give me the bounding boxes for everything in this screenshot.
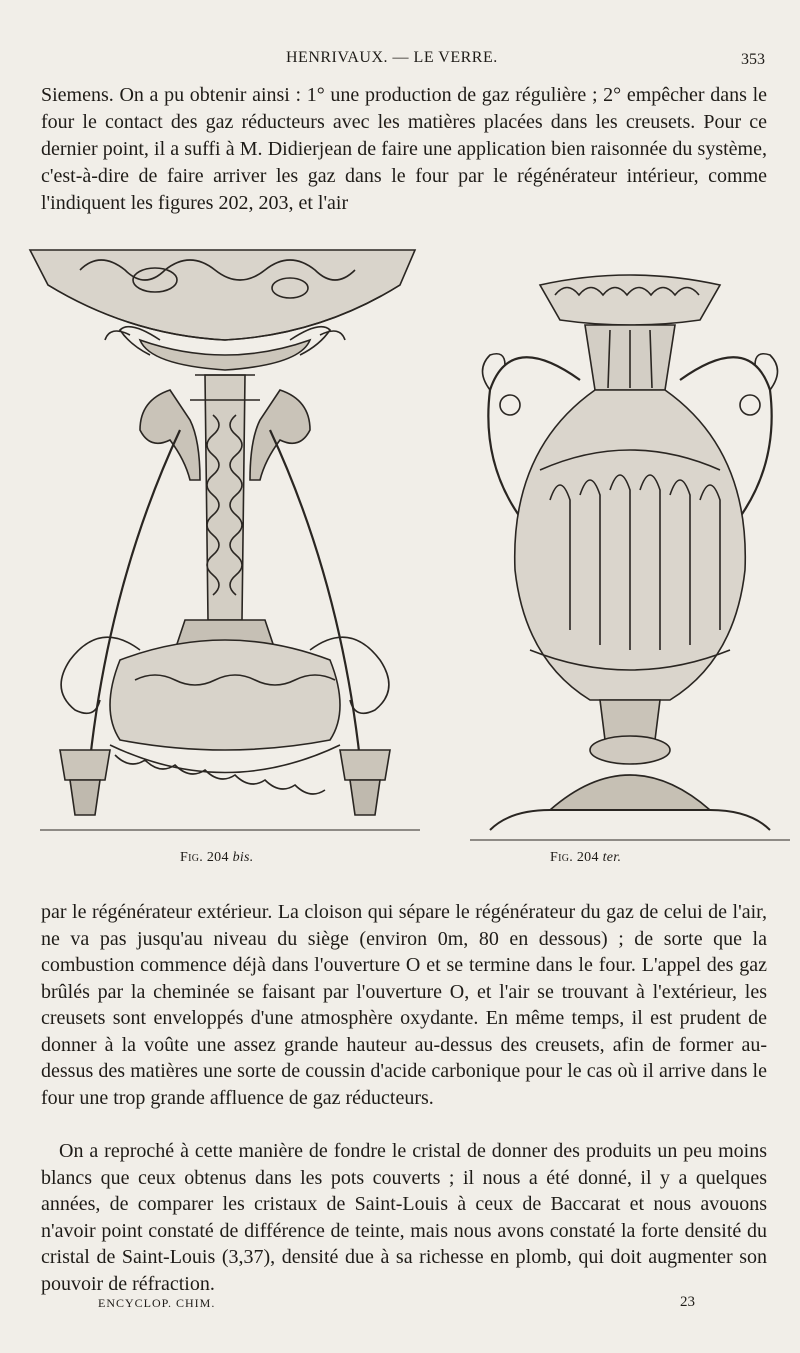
- page-header: [0, 49, 800, 73]
- caption-label: Fig. 204: [180, 850, 229, 865]
- paragraph-middle: par le régénérateur extérieur. La cloison qui sépare le régénérateur du gaz de celui de l'air, ne va pas jusqu'au niveau du siège (environ 0m, 80 en dessous) ; de sorte que la combustion commence déjà dans l'ouverture O et se termine dans le four. L'appel des gaz brûlés par la cheminée se faisant par l'ouverture O, et l'air se trouvant à l'extérieur, les creusets sont enveloppés d'une atmosphère oxydante. En même temps, il est prudent de donner à la voûte une assez grande hauteur au-dessus des creusets, afin de former au-dessus des matières une sorte de coussin d'acide carbonique pour le cas où il arrive dans le four une trop grande affluence de gaz réducteurs.: [41, 901, 767, 1109]
- figure-204-ter-illustration: [470, 270, 790, 845]
- figure-area: [20, 240, 790, 880]
- signature-number: 23: [680, 1294, 695, 1310]
- paragraph-last: On a reproché à cette manière de fondre le cristal de donner des produits un peu moins blancs que ceux obtenus dans les pots couverts ; il nous a été donné, il y a quelques années, de comparer les cristaux de Saint-Louis à ceux de Baccarat et nous avouons n'avoir point constaté de différence de teinte, mais nous avons constaté la forte densité du cristal de Saint-Louis (3,37), densité due à sa richesse en plomb, qui doit augmenter son pouvoir de réfraction.: [41, 1140, 767, 1295]
- page-number: 353: [741, 51, 765, 68]
- caption-label: Fig. 204: [550, 850, 599, 865]
- page-footer: [0, 1296, 800, 1316]
- running-head: HENRIVAUX. — LE VERRE.: [286, 49, 498, 66]
- paragraph-top: Siemens. On a pu obtenir ainsi : 1° une production de gaz régulière ; 2° empêcher dans le four le contact des gaz réducteurs avec les matières placées dans les creusets. Pour ce dernier point, il a suffi à M. Didierjean de faire une application bien raisonnée du système, c'est-à-dire de faire arriver les gaz dans le four par le régénérateur intérieur, comme l'indiquent les figures 202, 203, et l'air: [41, 84, 767, 214]
- signature-mark: ENCYCLOP. CHIM.: [98, 1296, 216, 1310]
- caption-figure-204-ter: [550, 850, 621, 866]
- caption-figure-204-bis: [180, 850, 254, 866]
- caption-suffix: bis.: [232, 850, 254, 865]
- caption-suffix: ter.: [602, 850, 622, 865]
- figure-204-bis-illustration: [20, 240, 430, 845]
